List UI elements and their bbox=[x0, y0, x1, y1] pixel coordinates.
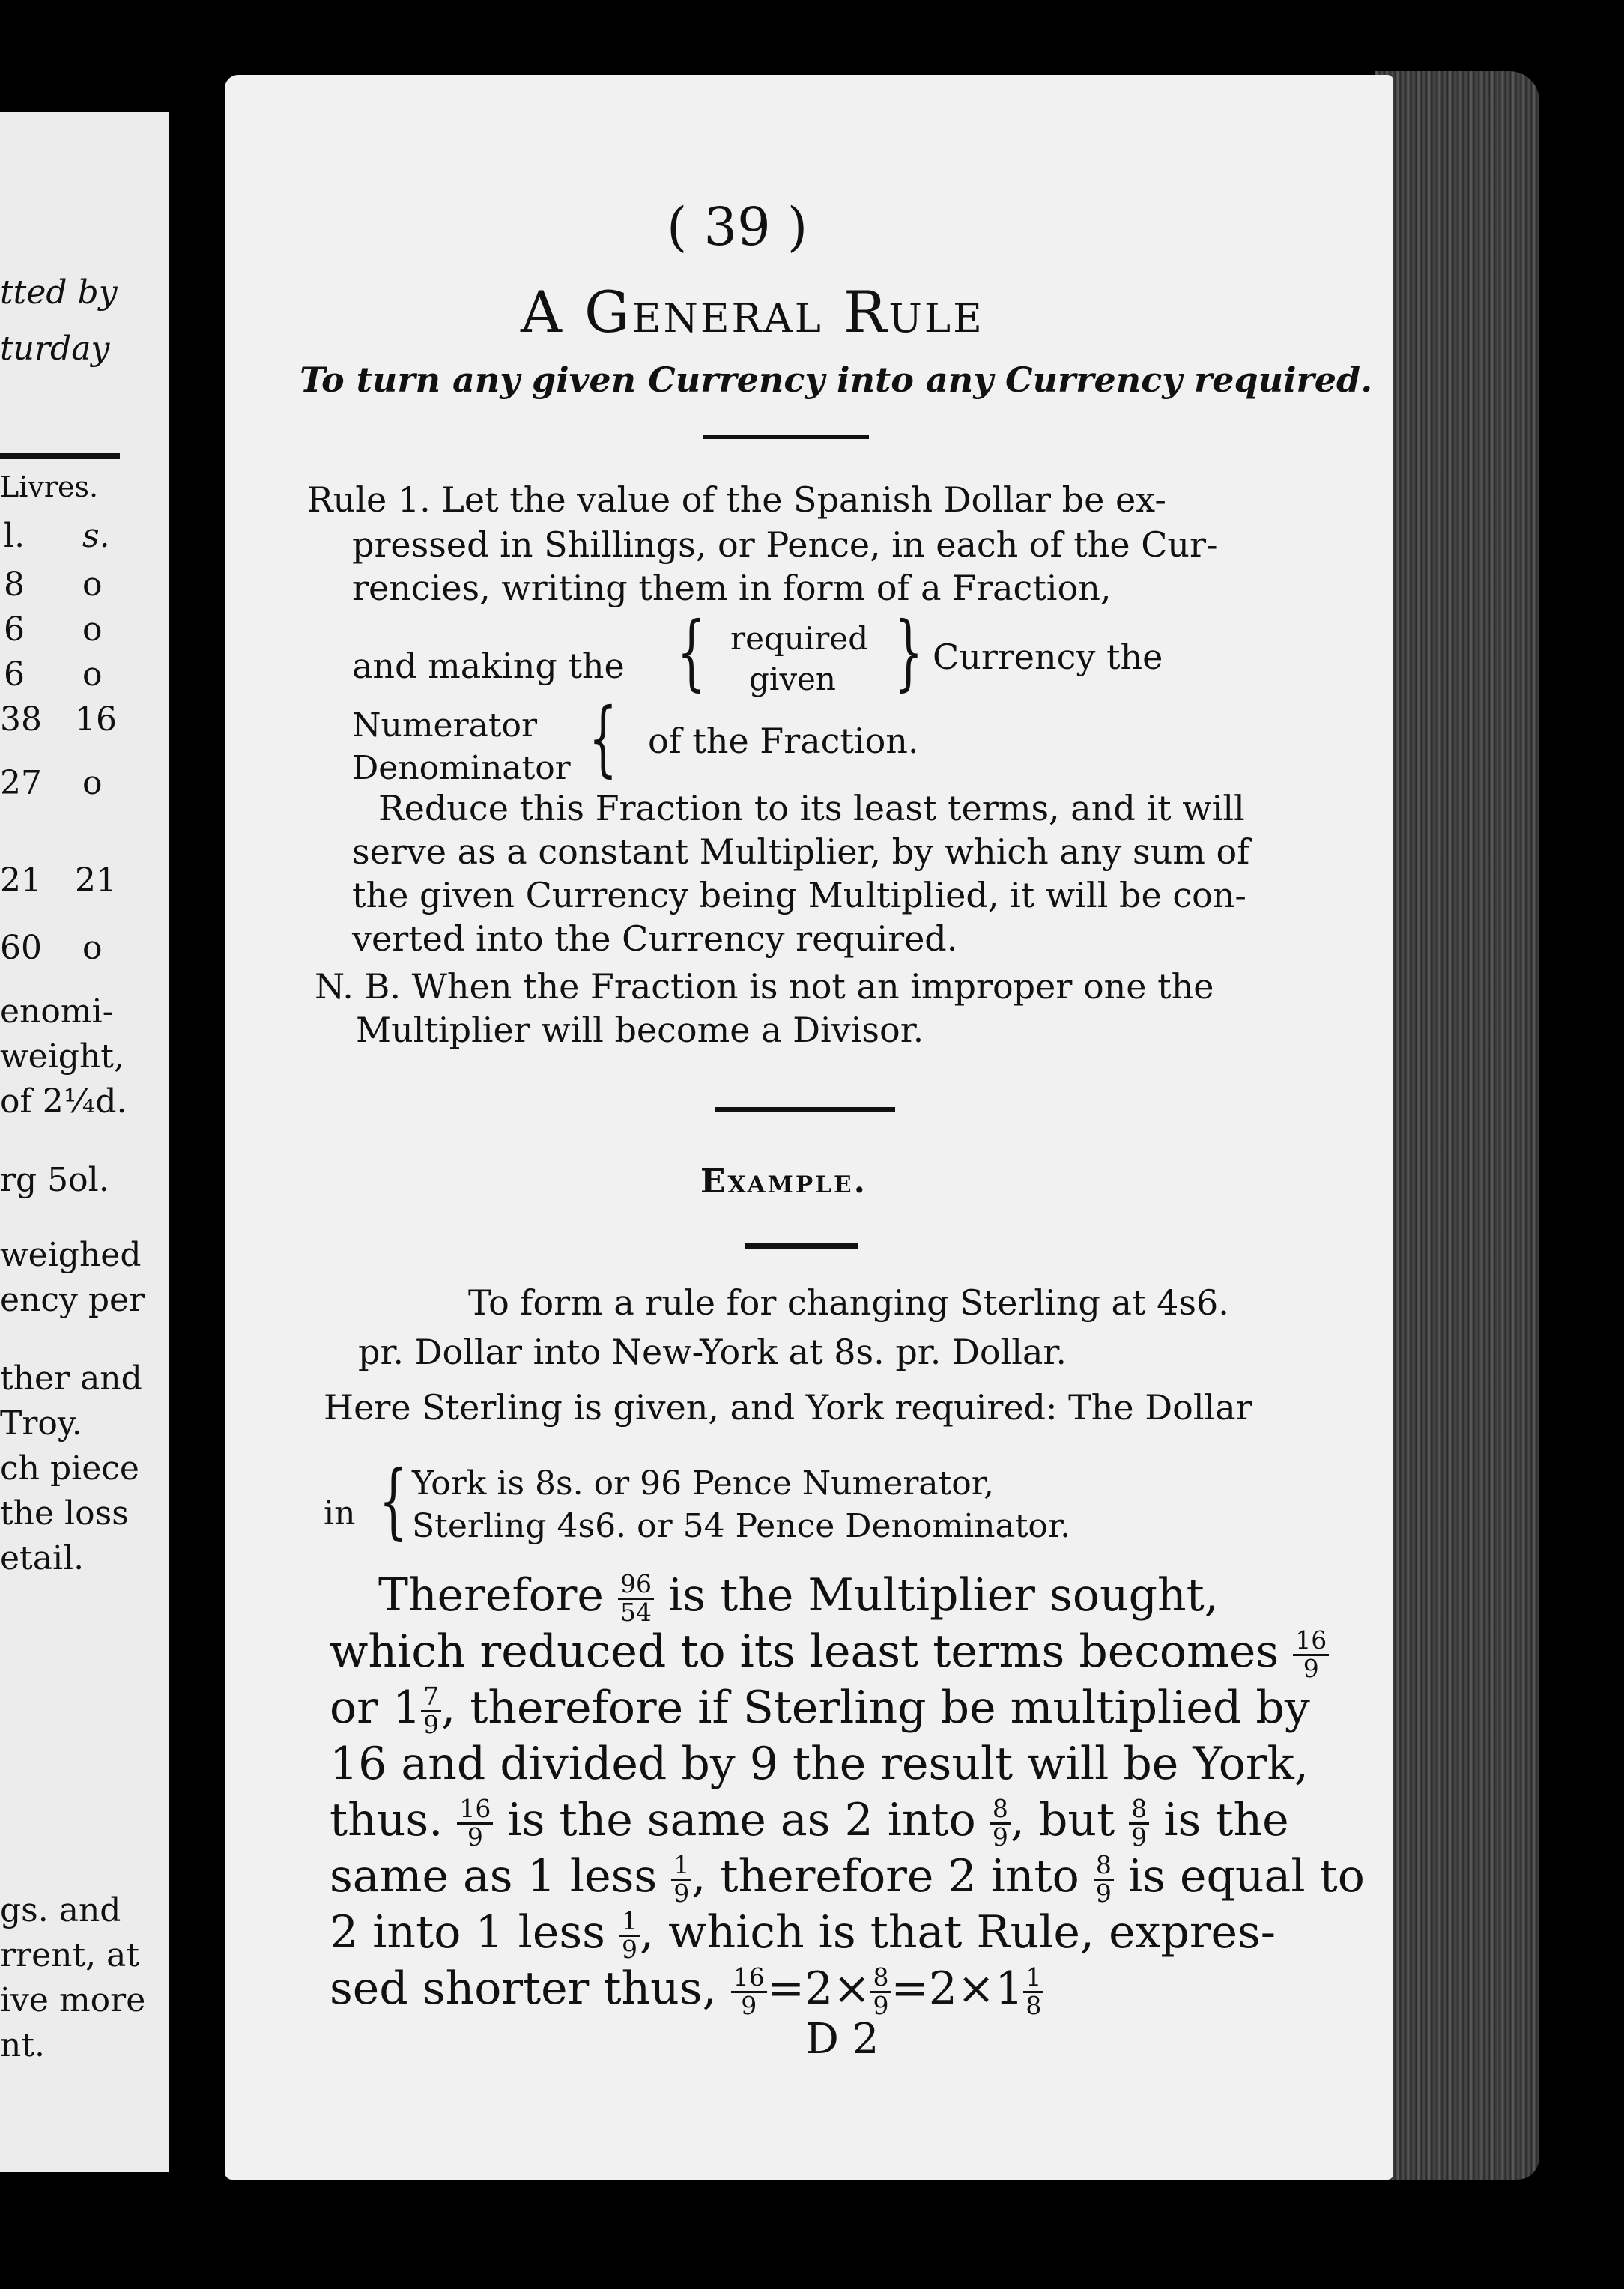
brace-glyph: { bbox=[378, 1452, 408, 1548]
fraction-numerator: 1 bbox=[1023, 1965, 1043, 1993]
fraction bbox=[457, 1796, 493, 1850]
rule-text: and making the bbox=[352, 646, 625, 686]
fraction-numerator: 8 bbox=[1129, 1796, 1149, 1825]
rule-line: pressed in Shillings, or Pence, in each of the Cur- bbox=[352, 524, 1218, 565]
therefore-line bbox=[330, 1682, 1310, 1738]
fraction-numerator: 8 bbox=[1094, 1852, 1114, 1881]
table-cell: 38 bbox=[0, 700, 42, 739]
fraction-numerator: 16 bbox=[731, 1965, 767, 1993]
text-run: which reduced to its least terms becomes bbox=[330, 1625, 1279, 1678]
fraction bbox=[731, 1962, 767, 2020]
page-subtitle: To turn any given Currency into any Currency required. bbox=[300, 360, 1373, 400]
fraction bbox=[618, 1571, 654, 1625]
nota-bene-line: N. B. When the Fraction is not an improper one the bbox=[315, 966, 1214, 1007]
left-text-line: etail. bbox=[0, 1539, 85, 1577]
table-cell: s. bbox=[82, 517, 110, 555]
table-cell: o bbox=[82, 655, 103, 694]
example-line: pr. Dollar into New-York at 8s. pr. Dollar. bbox=[358, 1332, 1067, 1372]
table-cell: o bbox=[82, 929, 103, 967]
rule-line: the given Currency being Multiplied, it will be con- bbox=[352, 875, 1246, 915]
left-text-line: nt. bbox=[0, 2026, 46, 2064]
therefore-line bbox=[378, 1569, 1219, 1626]
fraction-numerator: 8 bbox=[870, 1965, 891, 1993]
text-run: Therefore bbox=[378, 1569, 604, 1622]
text-run: =2×1 bbox=[891, 1962, 1024, 2015]
therefore-line bbox=[330, 1850, 1365, 1907]
text-run: thus. bbox=[330, 1794, 443, 1846]
text-run: is equal to bbox=[1127, 1850, 1365, 1903]
text-run: is the Multiplier sought, bbox=[668, 1569, 1219, 1622]
fraction bbox=[1129, 1796, 1149, 1850]
fraction-denominator: 9 bbox=[992, 1822, 1008, 1852]
fraction-denominator: 8 bbox=[1025, 1990, 1042, 2020]
table-cell: 60 bbox=[0, 929, 42, 967]
sterling-line: Sterling 4s6. or 54 Pence Denominator. bbox=[412, 1507, 1071, 1545]
left-text-line: ther and bbox=[0, 1359, 142, 1398]
left-text-line: weighed bbox=[0, 1236, 142, 1274]
table-cell: 16 bbox=[75, 700, 117, 739]
rule-text: of the Fraction. bbox=[648, 721, 919, 761]
left-text-line: the loss bbox=[0, 1494, 129, 1532]
text-run: 2 into 1 less bbox=[330, 1906, 605, 1959]
york-line: York is 8s. or 96 Pence Numerator, bbox=[412, 1464, 994, 1503]
fraction bbox=[1293, 1625, 1329, 1683]
fraction bbox=[1094, 1852, 1114, 1906]
therefore-line bbox=[330, 1962, 1043, 2019]
fraction-numerator: 16 bbox=[457, 1796, 493, 1825]
section-rule bbox=[715, 1107, 895, 1112]
example-heading: Example. bbox=[700, 1162, 867, 1201]
table-cell: 6 bbox=[4, 655, 25, 694]
fraction-denominator: 9 bbox=[1303, 1653, 1319, 1683]
fraction bbox=[671, 1852, 691, 1906]
required-option: required bbox=[730, 620, 869, 657]
fraction-numerator: 96 bbox=[618, 1571, 654, 1600]
fraction-numerator: 7 bbox=[421, 1684, 441, 1712]
table-cell: 6 bbox=[4, 610, 25, 649]
rule-line: rencies, writing them in form of a Fraction, bbox=[352, 568, 1112, 608]
left-text-line: enomi- bbox=[0, 992, 114, 1031]
left-rule bbox=[0, 453, 120, 459]
fraction-denominator: 9 bbox=[673, 1878, 690, 1908]
example-rule bbox=[745, 1243, 858, 1249]
left-text-line: ency per bbox=[0, 1281, 145, 1319]
therefore-line bbox=[330, 1625, 1329, 1682]
left-text-line: of 2¼d. bbox=[0, 1082, 127, 1121]
left-text-line: weight, bbox=[0, 1037, 124, 1076]
text-run: or 1 bbox=[330, 1682, 422, 1734]
page-number: ( 39 ) bbox=[667, 196, 808, 258]
fraction bbox=[421, 1684, 441, 1738]
table-cell: o bbox=[82, 764, 103, 802]
therefore-line bbox=[330, 1794, 1289, 1851]
table-cell: 8 bbox=[4, 566, 25, 604]
rule-line: verted into the Currency required. bbox=[352, 918, 958, 959]
fraction bbox=[1023, 1962, 1043, 2020]
therefore-line: 16 and divided by 9 the result will be York, bbox=[330, 1738, 1309, 1790]
nota-bene-line: Multiplier will become a Divisor. bbox=[356, 1010, 924, 1050]
table-cell: o bbox=[82, 610, 103, 649]
left-text-line: rrent, at bbox=[0, 1936, 140, 1974]
text-run: , therefore if Sterling be multiplied by bbox=[441, 1682, 1310, 1734]
fraction-denominator: 9 bbox=[423, 1709, 440, 1739]
fraction-numerator: 16 bbox=[1293, 1628, 1329, 1656]
text-run: same as 1 less bbox=[330, 1850, 658, 1903]
fraction-denominator: 9 bbox=[622, 1934, 637, 1964]
text-run: =2× bbox=[766, 1962, 871, 2015]
signature-mark: D 2 bbox=[805, 2015, 879, 2064]
fraction bbox=[870, 1962, 891, 2020]
brace-glyph: { bbox=[588, 690, 618, 786]
fraction bbox=[990, 1796, 1011, 1850]
numerator-label: Numerator bbox=[352, 706, 538, 745]
brace-glyph: } bbox=[894, 604, 924, 700]
table-cell: l. bbox=[4, 517, 25, 555]
text-run: , which is that Rule, expres- bbox=[640, 1906, 1276, 1959]
fraction-denominator: 54 bbox=[619, 1597, 652, 1627]
fraction-numerator: 8 bbox=[990, 1796, 1011, 1825]
table-cell: o bbox=[82, 566, 103, 604]
fraction-denominator: 9 bbox=[1131, 1822, 1148, 1852]
example-line: Here Sterling is given, and York required: The Dollar bbox=[324, 1387, 1252, 1428]
fraction-denominator: 9 bbox=[467, 1822, 483, 1852]
fraction-numerator: 1 bbox=[671, 1852, 691, 1881]
left-text-line: Livres. bbox=[0, 470, 99, 503]
text-run: , therefore 2 into bbox=[691, 1850, 1079, 1903]
table-cell: 27 bbox=[0, 764, 42, 802]
rule-line: Rule 1. Let the value of the Spanish Dollar be ex- bbox=[307, 479, 1166, 520]
text-run: is the bbox=[1163, 1794, 1289, 1846]
page-title: A General Rule bbox=[521, 279, 984, 345]
rule-line: serve as a constant Multiplier, by which any sum of bbox=[352, 831, 1250, 872]
given-option: given bbox=[749, 661, 836, 697]
example-line: To form a rule for changing Sterling at 4s6. bbox=[468, 1282, 1229, 1323]
text-run: is the same as 2 into bbox=[507, 1794, 976, 1846]
fraction-denominator: 9 bbox=[741, 1990, 757, 2020]
fraction-denominator: 9 bbox=[1095, 1878, 1112, 1908]
fraction-denominator: 9 bbox=[873, 1990, 889, 2020]
left-text-line: ch piece bbox=[0, 1449, 139, 1488]
fraction bbox=[619, 1908, 640, 1962]
table-cell: 21 bbox=[75, 861, 117, 900]
therefore-line bbox=[330, 1906, 1276, 1963]
text-run: sed shorter thus, bbox=[330, 1962, 717, 2015]
left-text-line: rg 5ol. bbox=[0, 1161, 109, 1199]
left-text-line: turday bbox=[0, 330, 110, 368]
rule-line: Reduce this Fraction to its least terms, and it will bbox=[378, 788, 1245, 828]
denominator-label: Denominator bbox=[352, 749, 571, 787]
rule-text: Currency the bbox=[933, 637, 1163, 677]
book-fore-edge bbox=[1375, 71, 1539, 2180]
left-text-line: tted by bbox=[0, 273, 118, 312]
in-label: in bbox=[324, 1494, 356, 1532]
left-text-line: ive more bbox=[0, 1981, 146, 2019]
brace-glyph: { bbox=[676, 604, 706, 700]
left-text-line: gs. and bbox=[0, 1891, 121, 1929]
title-rule bbox=[703, 435, 869, 439]
table-cell: 21 bbox=[0, 861, 42, 900]
text-run: , but bbox=[1010, 1794, 1115, 1846]
fraction-numerator: 1 bbox=[619, 1908, 640, 1937]
left-text-line: Troy. bbox=[0, 1404, 82, 1443]
